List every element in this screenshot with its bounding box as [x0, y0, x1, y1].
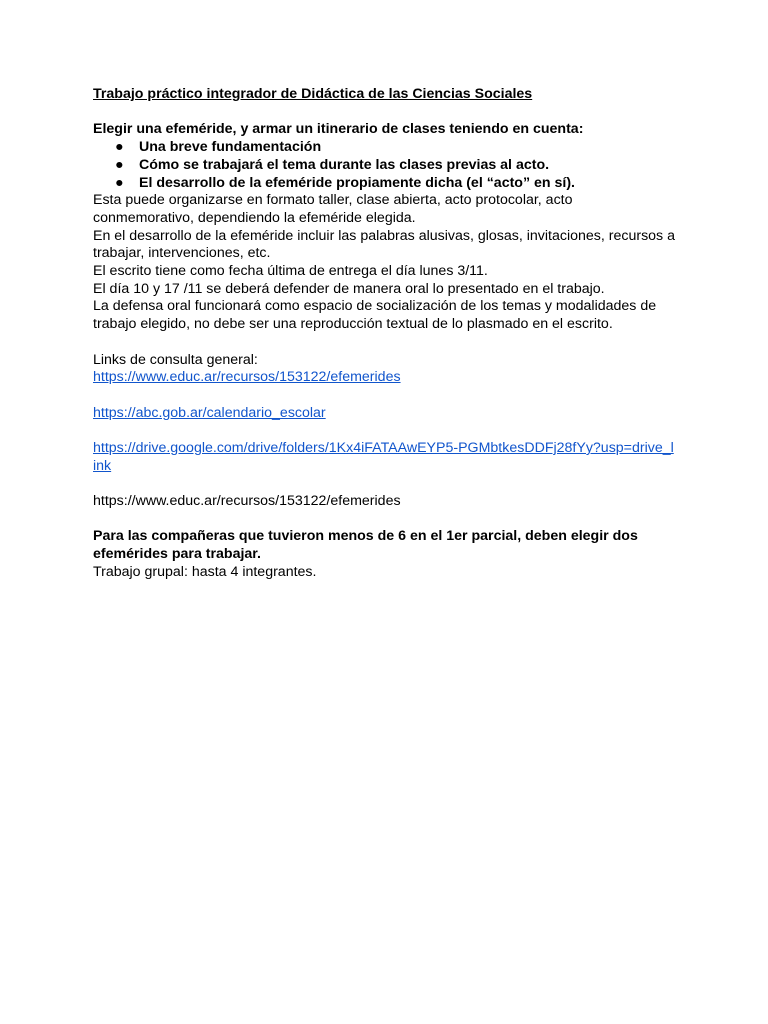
- list-item-text: Cómo se trabajará el tema durante las clases previas al acto.: [139, 156, 550, 173]
- paragraph-socialization-line-1: La defensa oral funcionará como espacio de socialización de los temas y modalidades de: [93, 298, 657, 315]
- link-google-drive[interactable]: [93, 440, 683, 475]
- list-item: [93, 175, 683, 193]
- requirements-list: [93, 139, 683, 192]
- link-abc-calendario[interactable]: https://abc.gob.ar/calendario_escolar: [93, 404, 326, 421]
- link-drive-line-1: https://drive.google.com/drive/folders/1Kx4iFATAAwEYP5-PGMbtkesDDFj28fYy?usp=drive_l: [93, 440, 674, 456]
- bullet-icon: ●: [115, 174, 124, 191]
- intro-text: Elegir una efeméride, y armar un itinerario de clases teniendo en cuenta:: [93, 121, 584, 138]
- paragraph-content-line-2: trabajar, intervenciones, etc.: [93, 245, 271, 262]
- links-heading: Links de consulta general:: [93, 351, 258, 368]
- paragraph-format-line-1: Esta puede organizarse en formato taller, clase abierta, acto protocolar, acto: [93, 192, 573, 209]
- plain-url-text: https://www.educ.ar/recursos/153122/efemerides: [93, 493, 401, 510]
- spacer: [93, 104, 683, 122]
- list-item-text: Una breve fundamentación: [139, 139, 322, 156]
- spacer: [93, 422, 683, 440]
- bullet-icon: ●: [115, 156, 124, 173]
- paragraph-deadline: El escrito tiene como fecha última de entrega el día lunes 3/11.: [93, 263, 488, 280]
- link-drive-line-2: ink: [93, 457, 112, 474]
- paragraph-socialization-line-2: trabajo elegido, no debe ser una reproducción textual de lo plasmado en el escrito.: [93, 316, 613, 333]
- group-work-text: Trabajo grupal: hasta 4 integrantes.: [93, 563, 317, 580]
- paragraph-content-line-1: En el desarrollo de la efeméride incluir las palabras alusivas, glosas, invitaciones, recursos a: [93, 227, 675, 244]
- link-educ-efemerides[interactable]: https://www.educ.ar/recursos/153122/efemerides: [93, 369, 401, 386]
- note-line-1: Para las compañeras que tuvieron menos de 6 en el 1er parcial, deben elegir dos: [93, 528, 638, 545]
- list-item-text: El desarrollo de la efeméride propiamente dicha (el “acto” en sí).: [139, 174, 576, 191]
- list-item: [93, 139, 683, 157]
- paragraph-format-line-2: conmemorativo, dependiendo la efeméride elegida.: [93, 209, 416, 226]
- spacer: [93, 475, 683, 493]
- spacer: [93, 334, 683, 352]
- spacer: [93, 387, 683, 405]
- spacer: [93, 511, 683, 529]
- bullet-icon: ●: [115, 139, 124, 156]
- paragraph-oral-defense: El día 10 y 17 /11 se deberá defender de manera oral lo presentado en el trabajo.: [93, 280, 605, 297]
- document-title: Trabajo práctico integrador de Didáctica de las Ciencias Sociales: [93, 86, 533, 102]
- list-item: [93, 157, 683, 175]
- document-page: [93, 86, 683, 582]
- note-line-2: efemérides para trabajar.: [93, 546, 261, 563]
